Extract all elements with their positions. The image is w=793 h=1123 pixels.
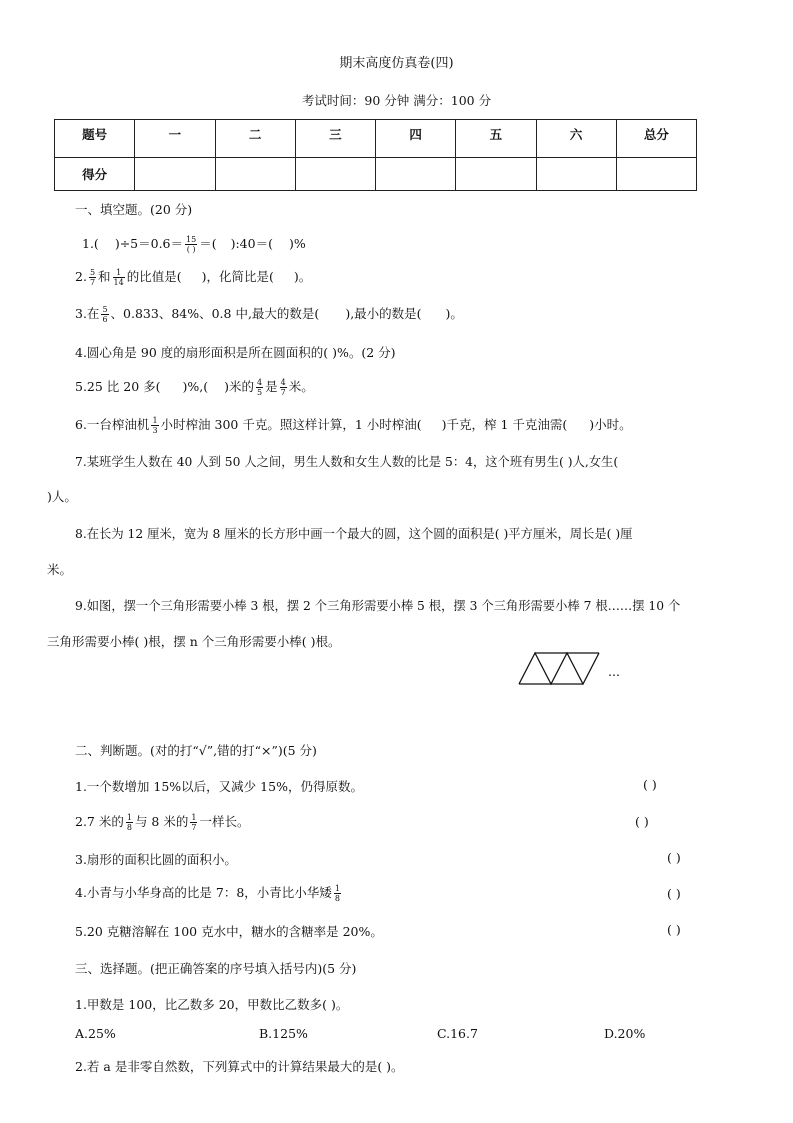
- q-text: )。: [293, 269, 312, 284]
- figure-ellipsis: …: [608, 665, 620, 679]
- q-text: 一样长。: [199, 814, 250, 829]
- q-text: 米。: [288, 379, 314, 394]
- triangles-icon: [519, 653, 599, 684]
- score-table-score-row: [55, 158, 697, 191]
- fraction-numerator: 1: [152, 416, 158, 425]
- q-text: )千克，榨 1 千克油需(: [441, 417, 568, 432]
- option-a[interactable]: A.25%: [75, 1026, 116, 1041]
- q-text: )。: [445, 306, 463, 321]
- fraction: [280, 378, 287, 397]
- fraction: [151, 416, 158, 435]
- question-1-8-line-2: 米。: [47, 562, 73, 577]
- q-text: 与 8 米的: [134, 814, 189, 829]
- fraction: [190, 813, 197, 832]
- q-text: 6.一台榨油机: [75, 417, 150, 432]
- question-1-5: [75, 377, 314, 397]
- q-text: 小时榨油 300 千克。照这样计算，1 小时榨油(: [160, 417, 422, 432]
- fraction: [256, 378, 263, 397]
- q-text: 1.(: [82, 236, 99, 251]
- score-header-cell: 总分: [616, 120, 696, 158]
- answer-blank[interactable]: ( ): [635, 814, 649, 829]
- fraction-denominator: 7: [280, 388, 286, 397]
- q-text: ),最小的数是(: [345, 306, 422, 321]
- question-1-9-line-2: 三角形需要小棒( )根，摆 n 个三角形需要小棒( )根。: [47, 634, 341, 649]
- fraction-numerator: 5: [89, 268, 96, 277]
- score-cell-empty[interactable]: [536, 158, 616, 191]
- fraction-numerator: 4: [257, 378, 263, 387]
- fraction-denominator: 8: [334, 894, 340, 903]
- answer-blank[interactable]: ( ): [667, 886, 681, 901]
- q-text: 3.在: [75, 306, 100, 321]
- score-header-cell: 题号: [55, 120, 135, 158]
- fraction-numerator: 1: [126, 813, 132, 822]
- judge-question-3: 3.扇形的面积比圆的面积小。: [75, 852, 237, 867]
- triangle-zigzag: [519, 653, 599, 684]
- fraction: [126, 813, 133, 832]
- fraction-denominator: 6: [102, 315, 108, 324]
- judge-question-1: 1.一个数增加 15%以后，又减少 15%，仍得原数。: [75, 779, 363, 794]
- question-1-4: 4.圆心角是 90 度的扇形面积是所在圆面积的( )%。(2 分): [75, 345, 396, 360]
- score-row-label: 得分: [55, 158, 135, 191]
- question-1-3: [75, 304, 463, 324]
- score-cell-empty[interactable]: [456, 158, 536, 191]
- question-1-6: [75, 415, 632, 435]
- answer-blank[interactable]: ( ): [667, 850, 681, 865]
- q-text: )米的: [224, 379, 255, 394]
- fraction-numerator: 1: [113, 268, 125, 278]
- choice-question-1: 1.甲数是 100，比乙数多 20，甲数比乙数多( )。: [75, 997, 349, 1012]
- fraction-denominator: 3: [152, 426, 158, 435]
- score-table-header-row: [55, 120, 697, 158]
- exam-info: 考试时间：90 分钟 满分：100 分: [301, 93, 492, 108]
- fraction-numerator: 1: [191, 813, 197, 822]
- q-text: 2.: [75, 269, 87, 284]
- fraction-numerator: 4: [280, 378, 286, 387]
- score-header-cell: 二: [215, 120, 295, 158]
- fraction-denominator: 5: [257, 388, 263, 397]
- judge-question-4: [75, 883, 343, 903]
- score-header-cell: 六: [536, 120, 616, 158]
- option-b[interactable]: B.125%: [259, 1026, 308, 1041]
- question-1-7-line-1: 7.某班学生人数在 40 人到 50 人之间，男生人数和女生人数的比是 5：4，这个班有男生( )人,女生(: [75, 455, 619, 469]
- answer-blank[interactable]: ( ): [643, 777, 657, 792]
- judge-question-5: 5.20 克糖溶解在 100 克水中，糖水的含糖率是 20%。: [75, 924, 383, 939]
- score-cell-empty[interactable]: [376, 158, 456, 191]
- fraction-numerator: 15: [186, 235, 197, 244]
- choice-question-2: 2.若 a 是非零自然数，下列算式中的计算结果最大的是( )。: [75, 1059, 404, 1074]
- option-c[interactable]: C.16.7: [437, 1026, 478, 1041]
- score-cell-empty[interactable]: [135, 158, 215, 191]
- page-title: 期末高度仿真卷(四): [339, 56, 454, 71]
- fraction-denominator: 14: [113, 278, 124, 287]
- q-text: 的比值是(: [126, 269, 182, 284]
- q-text: )÷5＝0.6＝: [114, 236, 183, 251]
- fraction-denominator: 7: [191, 823, 197, 832]
- section-1-heading: 一、填空题。(20 分): [75, 202, 193, 217]
- score-header-cell: 四: [376, 120, 456, 158]
- q-text: 、0.833、84%、0.8 中,最大的数是(: [110, 306, 320, 321]
- score-cell-empty[interactable]: [616, 158, 696, 191]
- q-text: 是: [265, 379, 278, 394]
- q-text: ):40＝(: [230, 236, 273, 251]
- question-1-1: [82, 234, 306, 254]
- score-table: [54, 119, 697, 191]
- question-1-8-line-1: 8.在长为 12 厘米，宽为 8 厘米的长方形中画一个最大的圆，这个圆的面积是( )平方厘米，周长是( )厘: [75, 527, 633, 541]
- fraction-denominator: ( ): [186, 245, 196, 254]
- q-text: )小时。: [589, 417, 632, 432]
- fraction: [101, 305, 108, 324]
- fraction-denominator: 8: [126, 823, 132, 832]
- section-3-heading: 三、选择题。(把正确答案的序号填入括号内)(5 分): [75, 961, 357, 976]
- score-header-cell: 一: [135, 120, 215, 158]
- judge-question-2: [75, 812, 249, 832]
- fraction: [185, 235, 197, 254]
- q-text: 和: [98, 269, 111, 284]
- fraction: [334, 884, 341, 903]
- triangle-sticks-figure: [517, 651, 637, 687]
- answer-blank[interactable]: ( ): [667, 922, 681, 937]
- score-cell-empty[interactable]: [295, 158, 375, 191]
- fraction: [89, 268, 96, 287]
- question-1-2: [75, 267, 311, 287]
- section-2-heading: 二、判断题。(对的打“√”,错的打“×”)(5 分): [75, 743, 317, 758]
- question-1-9-line-1: 9.如图，摆一个三角形需要小棒 3 根，摆 2 个三角形需要小棒 5 根，摆 3 个三角形需要小棒 7 根……摆 10 个: [75, 599, 681, 613]
- question-1-7-line-2: )人。: [47, 489, 77, 504]
- fraction-denominator: 7: [89, 278, 96, 287]
- score-cell-empty[interactable]: [215, 158, 295, 191]
- q-text: )%,(: [182, 379, 209, 394]
- q-text: 5.25 比 20 多(: [75, 379, 161, 394]
- fraction: [113, 268, 125, 287]
- q-text: ＝(: [199, 236, 217, 251]
- q-text: 2.7 米的: [75, 814, 124, 829]
- option-d[interactable]: D.20%: [604, 1026, 646, 1041]
- q-text: 4.小青与小华身高的比是 7：8，小青比小华矮: [75, 885, 332, 900]
- score-header-cell: 五: [456, 120, 536, 158]
- fraction-numerator: 5: [102, 305, 108, 314]
- fraction-numerator: 1: [334, 884, 340, 893]
- score-header-cell: 三: [295, 120, 375, 158]
- q-text: )%: [288, 236, 306, 251]
- q-text: )，化简比是(: [201, 269, 274, 284]
